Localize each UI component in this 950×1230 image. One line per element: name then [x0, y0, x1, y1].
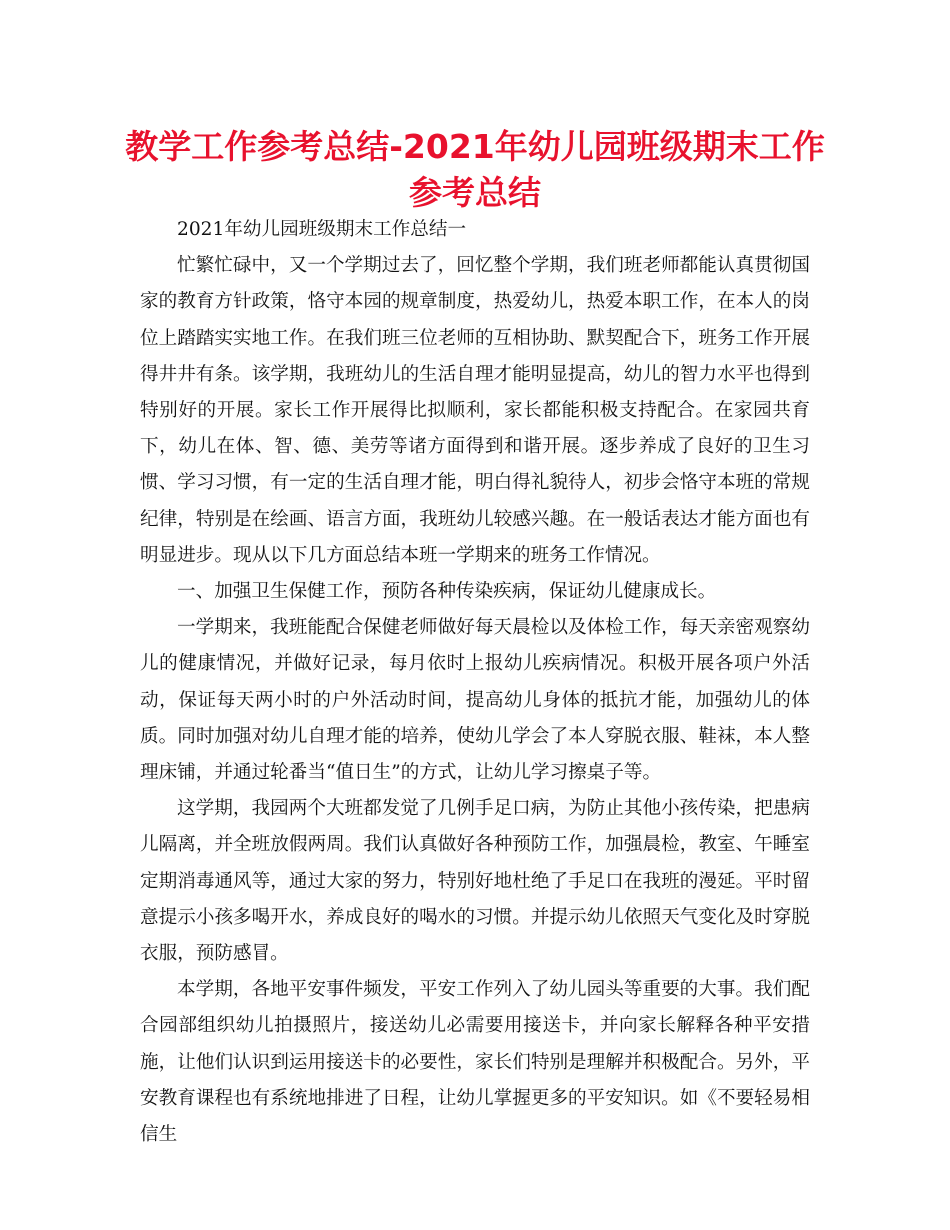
document-title-line2: 参考总结: [409, 173, 541, 212]
subsection-heading: 一、加强卫生保健工作，预防各种传染疾病，保证幼儿健康成长。: [177, 581, 717, 603]
paragraph: 本学期，各地平安事件频发，平安工作列入了幼儿园头等重要的大事。我们配合园部组织幼儿拍摄照片，接送幼儿必需要用接送卡，并向家长解释各种平安措施，让他们认识到运用接送卡的必要性，家长们特别是理解并积极配合。另外，平安教育课程也有系统地排进了日程，让幼儿掌握更多的平安知识。如《不要轻易相信生: [140, 979, 810, 1146]
document-body: [140, 212, 810, 1153]
paragraph: 这学期，我园两个大班都发觉了几例手足口病，为防止其他小孩传染，把患病儿隔离，并全班放假两周。我们认真做好各种预防工作，加强晨检，教室、午睡室定期消毒通风等，通过大家的努力，特别好地杜绝了手足口在我班的漫延。平时留意提示小孩多喝开水，养成良好的喝水的习惯。并提示幼儿依照天气变化及时穿脱衣服，预防感冒。: [140, 798, 810, 965]
paragraph: 一学期来，我班能配合保健老师做好每天晨检以及体检工作，每天亲密观察幼儿的健康情况，并做好记录，每月依时上报幼儿疾病情况。积极开展各项户外活动，保证每天两小时的户外活动时间，提高幼儿身体的抵抗才能，加强幼儿的体质。同时加强对幼儿自理才能的培养，使幼儿学会了本人穿脱衣服、鞋袜，本人整理床铺，并通过轮番当“值日生”的方式，让幼儿学习擦桌子等。: [140, 617, 810, 784]
document-title-line1: 教学工作参考总结-2021年幼儿园班级期末工作: [125, 127, 825, 166]
section-heading: 2021年幼儿园班级期末工作总结一: [177, 219, 467, 240]
paragraph: 忙繁忙碌中，又一个学期过去了，回忆整个学期，我们班老师都能认真贯彻国家的教育方针政策，恪守本园的规章制度，热爱幼儿，热爱本职工作，在本人的岗位上踏踏实实地工作。在我们班三位老师的互相协助、默契配合下，班务工作开展得井井有条。该学期，我班幼儿的生活自理才能明显提高，幼儿的智力水平也得到特别好的开展。家长工作开展得比拟顺利，家长都能积极支持配合。在家园共育下，幼儿在体、智、德、美劳等诸方面得到和谐开展。逐步养成了良好的卫生习惯、学习习惯，有一定的生活自理才能，明白得礼貌待人，初步会恪守本班的常规纪律，特别是在绘画、语言方面，我班幼儿较感兴趣。在一般话表达才能方面也有明显进步。现从以下几方面总结本班一学期来的班务工作情况。: [140, 255, 810, 566]
